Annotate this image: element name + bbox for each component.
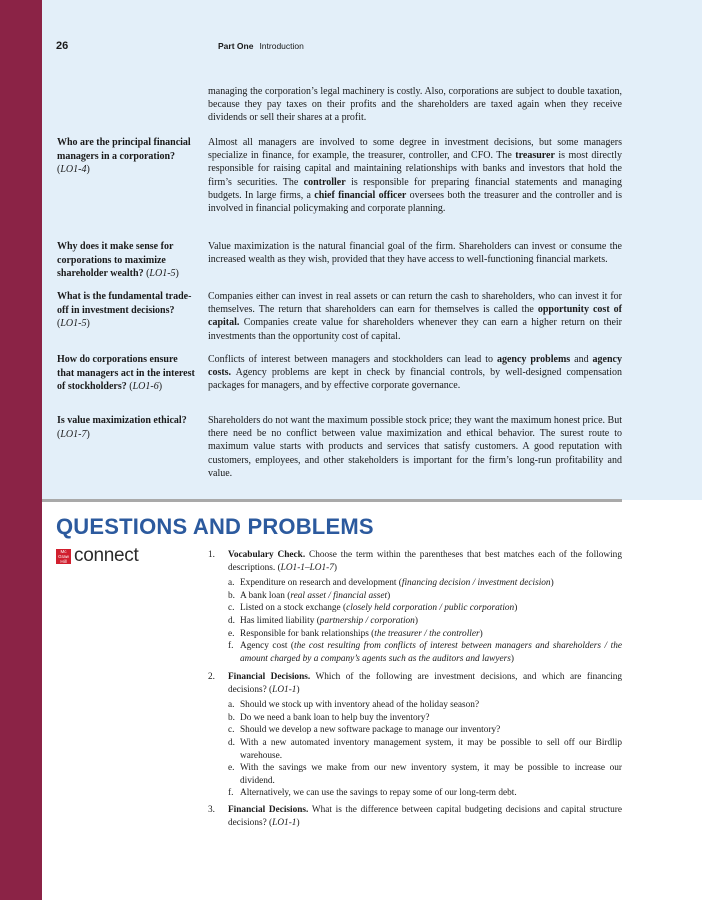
summary-answer-4: Conflicts of interest between managers and stockholders can lead to agency problems and agency costs. Agency problems are kept in check by financial controls, by well-designed compensation packages for managers, and by effective corporate governance.	[208, 354, 622, 392]
list-item: f. Agency cost (the cost resulting from conflicts of interest between managers and shareholders / the amount charged by a company’s agents such as the auditors and lawyers)	[228, 641, 622, 664]
summary-question-2: Why does it make sense for corporations to maximize shareholder wealth? (LO1-5)	[57, 241, 179, 280]
question-number: 1.	[208, 550, 215, 560]
summary-question-4: How do corporations ensure that managers act in the interest of stockholders? (LO1-6)	[57, 354, 195, 393]
mcgraw-hill-badge-icon: Mc Graw Hill	[56, 549, 71, 564]
list-item: c. Should we develop a new software package to manage our inventory?	[228, 725, 501, 736]
connect-wordmark: connect	[74, 545, 139, 566]
list-item: b. A bank loan (real asset / financial asset)	[228, 590, 391, 601]
question-number: 3.	[208, 805, 215, 815]
summary-answer-1: Almost all managers are involved to some degree in investment decisions, but some managers specialize in finance, for example, the treasurer, controller, and CFO. The treasurer is most directly responsible for raising capital and maintaining relationships with banks and investors that hold the firm’s securities. The controller is responsible for preparing financial statements and managing budgets. In large firms, a chief financial officer oversees both the treasurer and the controller and is involved in financial policymaking and corporate planning.	[208, 137, 622, 215]
summary-answer-3: Companies either can invest in real assets or can return the cash to shareholders, who can invest it for themselves. The return that shareholders can earn for themselves is called the opportunity cost of capital. Companies create value for shareholders whenever they can earn a higher return on their investments than the opportunity cost of capital.	[208, 291, 622, 342]
question-2: 2. Financial Decisions. Which of the following are investment decisions, and which are financing decisions? (LO1-1) a. Should we stock up with inventory ahead of the holiday season? b. Do we need a bank loan to help buy the inventory? c. Should we develop a new software package to manage our inventory? d. With a new automated inventory management system, it may be possible to sell off our Birdlip warehouse. e. With the savings we make from our new inventory system, it may be possible to increase our dividend. f. Alternatively, we can use the savings to repay some of our long-term debt.	[208, 672, 622, 799]
section-name: Introduction	[259, 41, 304, 51]
summary-answer-2: Value maximization is the natural financial goal of the firm. Shareholders can invest or consume the increased wealth as they wish, provided that they have access to well-functioning financial markets.	[208, 241, 622, 266]
page-number: 26	[56, 40, 69, 52]
summary-question-5: Is value maximization ethical? (LO1-7)	[57, 415, 187, 440]
section-heading: QUESTIONS AND PROBLEMS	[56, 514, 374, 539]
running-header	[56, 40, 616, 54]
summary-answer-5: Shareholders do not want the maximum possible stock price; they want the maximum honest price. But there need be no conflict between value maximization and ethical behavior. The surest route to maximum value starts with products and services that satisfy customers. A good reputation with customers, employees, and other stakeholders is important for the firm’s long-run profitability and value.	[208, 415, 622, 479]
list-item: d. With a new automated inventory management system, it may be possible to sell off our Birdlip warehouse.	[228, 737, 622, 761]
list-item: d. Has limited liability (partnership / corporation)	[228, 615, 418, 626]
list-item: f. Alternatively, we can use the savings to repay some of our long-term debt.	[228, 788, 517, 799]
summary-question-1: Who are the principal financial managers in a corporation? (LO1-4)	[57, 137, 191, 176]
summary-question-3: What is the fundamental trade-off in investment decisions? (LO1-5)	[57, 291, 192, 330]
list-item: e. Responsible for bank relationships (the treasurer / the controller)	[228, 628, 483, 639]
margin-color-bar	[0, 0, 42, 900]
list-item: c. Listed on a stock exchange (closely held corporation / public corporation)	[228, 603, 518, 614]
part-label	[218, 41, 304, 51]
list-item: a. Should we stock up with inventory ahead of the holiday season?	[228, 700, 480, 711]
section-divider	[42, 499, 622, 502]
list-item: e. With the savings we make from our new inventory system, it may be possible to increase our dividend.	[228, 763, 622, 786]
question-1: 1. Vocabulary Check. Choose the term within the parentheses that best matches each of the following descriptions. (LO1-1–LO1-7) a. Expenditure on research and development (financing decision / investment decision) b. A bank loan (real asset / financial asset) c. Listed on a stock exchange (closely held corporation / public corporation) d. Has limited liability (partnership / corporation) e. Responsible for bank relationships (the treasurer / the controller) f. Agency cost (the cost resulting from conflicts of interest between managers and shareholders / the amount charged by a company’s agents such as the auditors and lawyers)	[208, 550, 622, 664]
part-name: Part One	[218, 41, 254, 51]
summary-intro-paragraph: managing the corporation’s legal machinery is costly. Also, corporations are subject to double taxation, because they pay taxes on their profits and the shareholders are taxed again when they receive dividends or sell their shares at a profit.	[208, 86, 622, 124]
question-3: 3. Financial Decisions. What is the difference between capital budgeting decisions and capital structure decisions? (LO1-1)	[208, 805, 622, 828]
page	[42, 0, 702, 900]
list-item: a. Expenditure on research and development (financing decision / investment decision)	[228, 578, 554, 589]
connect-logo	[56, 547, 138, 565]
list-item: b. Do we need a bank loan to help buy the inventory?	[228, 712, 430, 723]
question-number: 2.	[208, 672, 215, 682]
